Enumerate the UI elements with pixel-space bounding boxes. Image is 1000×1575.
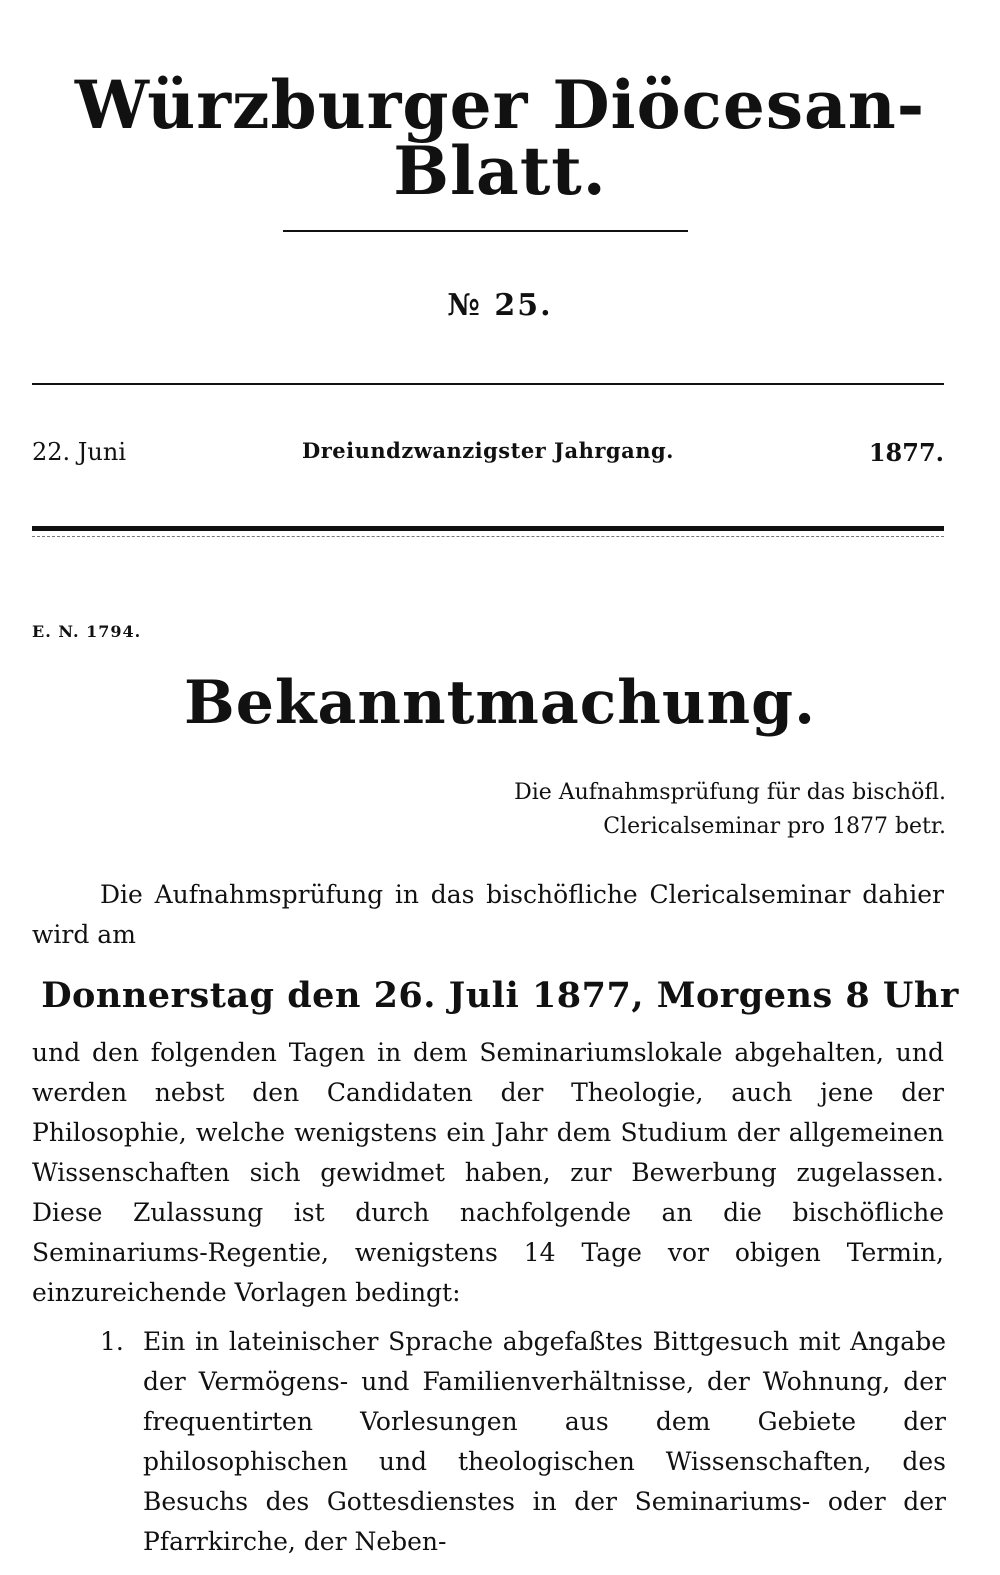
masthead-divider (283, 230, 688, 232)
appointment-line: Donnerstag den 26. Juli 1877, Morgens 8 Uhr (41, 975, 959, 1016)
masthead-title: Würzburger Diöcesan-Blatt. (74, 66, 926, 210)
main-paragraph: und den folgenden Tagen in dem Seminariumslokale abgehalten, und werden nebst den Candidaten der Theologie, auch jene der Philosophie, welche wenigstens ein Jahr dem Studium der allgemeinen Wissenschaften sich gewidmet haben, zur Bewerbung zugelassen. Diese Zulassung ist durch nachfolgende an die bischöfliche Seminariums-Regentie, wenigstens 14 Tage vor obigen Termin, einzureichende Vorlagen bedingt: (32, 1038, 944, 1307)
reference-number: E. N. 1794. (32, 622, 142, 641)
issue-number: № 25. (447, 288, 553, 323)
notice-heading: Bekanntmachung. (184, 668, 816, 738)
list-item-number: 1. (100, 1327, 124, 1356)
dateline (32, 438, 944, 478)
thick-rule (32, 526, 944, 531)
issue-date: 22. Juni (32, 438, 127, 466)
intro-paragraph: Die Aufnahmsprüfung in das bischöfliche Clericalseminar dahier wird am (32, 880, 944, 949)
top-rule (32, 383, 944, 385)
list-item-text: Ein in lateinischer Sprache abgefaßtes Bittgesuch mit Angabe der Vermögens- und Familienverhältnisse, der Wohnung, der frequentirten Vorlesungen aus dem Gebiete der philosophischen und theologischen Wissenschaften, des Besuchs des Gottesdienstes in der Seminariums- oder der Pfarrkirche, der Neben- (143, 1327, 946, 1556)
volume-label: Dreiundzwanzigster Jahrgang. (302, 438, 674, 463)
dotted-rule (32, 536, 944, 537)
issue-year: 1877. (868, 438, 944, 467)
notice-subject: Die Aufnahmsprüfung für das bischöfl. Clericalseminar pro 1877 betr. (514, 780, 946, 839)
